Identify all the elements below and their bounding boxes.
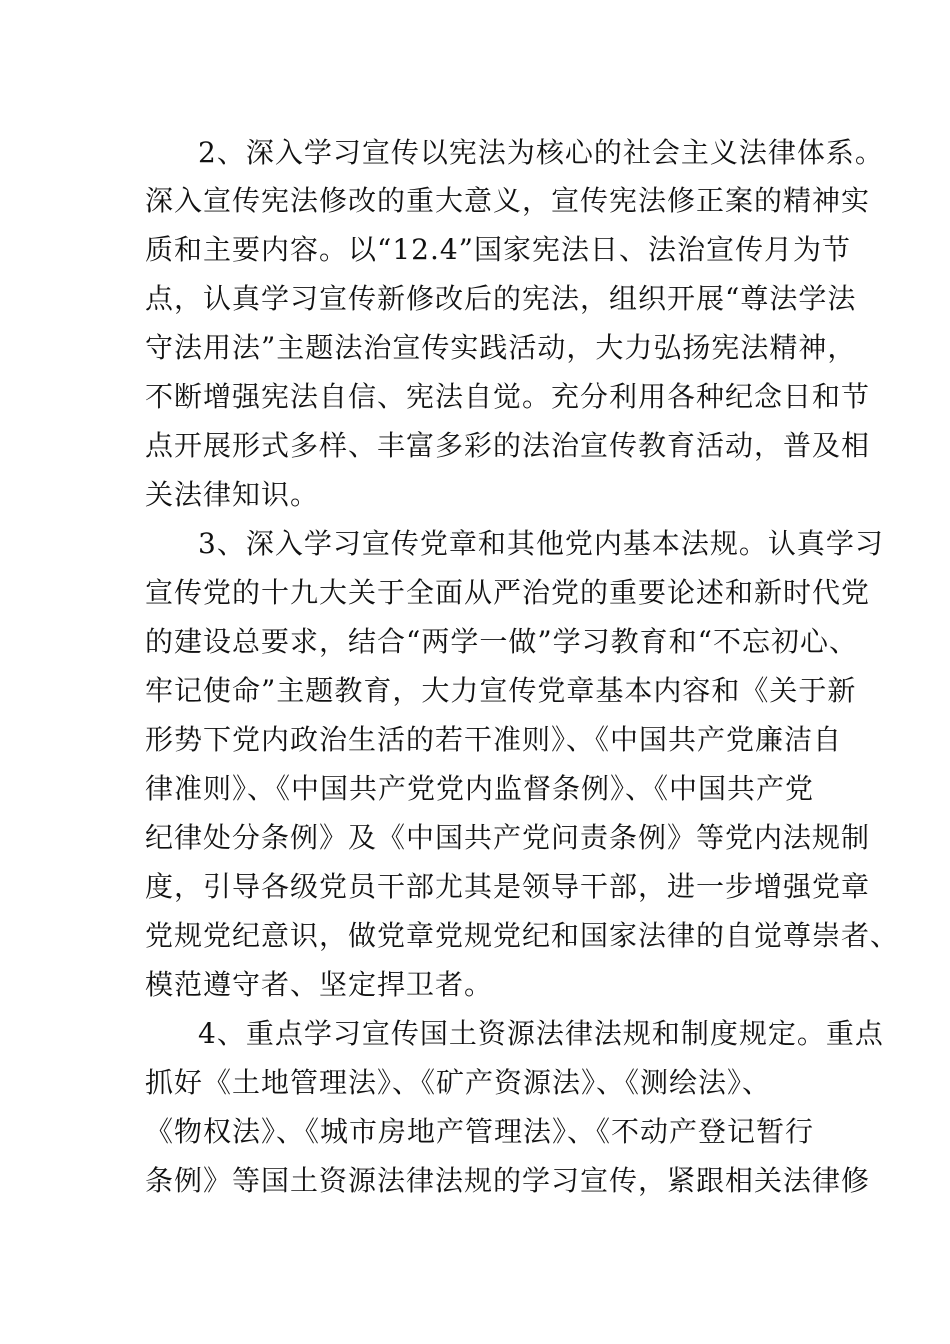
paragraph-2-line-4: 点，认真学习宣传新修改后的宪法，组织开展“尊法学法 xyxy=(145,282,857,315)
paragraph-3-line-6: 律准则》、《中国共产党党内监督条例》、《中国共产党 xyxy=(145,772,815,805)
paragraph-2-line-5: 守法用法”主题法治宣传实践活动，大力弘扬宪法精神， xyxy=(145,331,857,364)
paragraph-4-line-3: 《物权法》、《城市房地产管理法》、《不动产登记暂行 xyxy=(145,1115,815,1148)
paragraph-3-line-5: 形势下党内政治生活的若干准则》、《中国共产党廉洁自 xyxy=(145,723,843,756)
paragraph-3-line-1: 3、深入学习宣传党章和其他党内基本法规。认真学习 xyxy=(198,527,884,560)
paragraph-2-line-6: 不断增强宪法自信、宪法自觉。充分利用各种纪念日和节 xyxy=(145,380,871,413)
paragraph-2-line-2: 深入宣传宪法修改的重大意义，宣传宪法修正案的精神实 xyxy=(145,184,871,217)
paragraph-4-line-1: 4、重点学习宣传国土资源法律法规和制度规定。重点 xyxy=(198,1017,884,1050)
paragraph-2-line-8: 关法律知识。 xyxy=(145,478,320,511)
paragraph-4-line-2: 抓好《土地管理法》、《矿产资源法》、《测绘法》、 xyxy=(145,1066,772,1099)
paragraph-2-line-7: 点开展形式多样、丰富多彩的法治宣传教育活动，普及相 xyxy=(145,429,871,462)
paragraph-3-line-2: 宣传党的十九大关于全面从严治党的重要论述和新时代党 xyxy=(145,576,871,609)
paragraph-2-line-3: 质和主要内容。以“12.4”国家宪法日、法治宣传月为节 xyxy=(145,233,851,266)
paragraph-3-line-7: 纪律处分条例》及《中国共产党问责条例》等党内法规制 xyxy=(145,821,871,854)
paragraph-3-line-10: 模范遵守者、坚定捍卫者。 xyxy=(145,968,494,1001)
paragraph-2-line-1: 2、深入学习宣传以宪法为核心的社会主义法律体系。 xyxy=(198,136,884,169)
paragraph-3-line-8: 度，引导各级党员干部尤其是领导干部，进一步增强党章 xyxy=(145,870,871,903)
paragraph-4-line-4: 条例》等国土资源法律法规的学习宣传，紧跟相关法律修 xyxy=(145,1164,871,1197)
paragraph-3-line-3: 的建设总要求，结合“两学一做”学习教育和“不忘初心、 xyxy=(145,625,858,658)
paragraph-3-line-4: 牢记使命”主题教育，大力宣传党章基本内容和《关于新 xyxy=(145,674,857,707)
paragraph-3-line-9: 党规党纪意识，做党章党规党纪和国家法律的自觉尊崇者、 xyxy=(145,919,900,952)
